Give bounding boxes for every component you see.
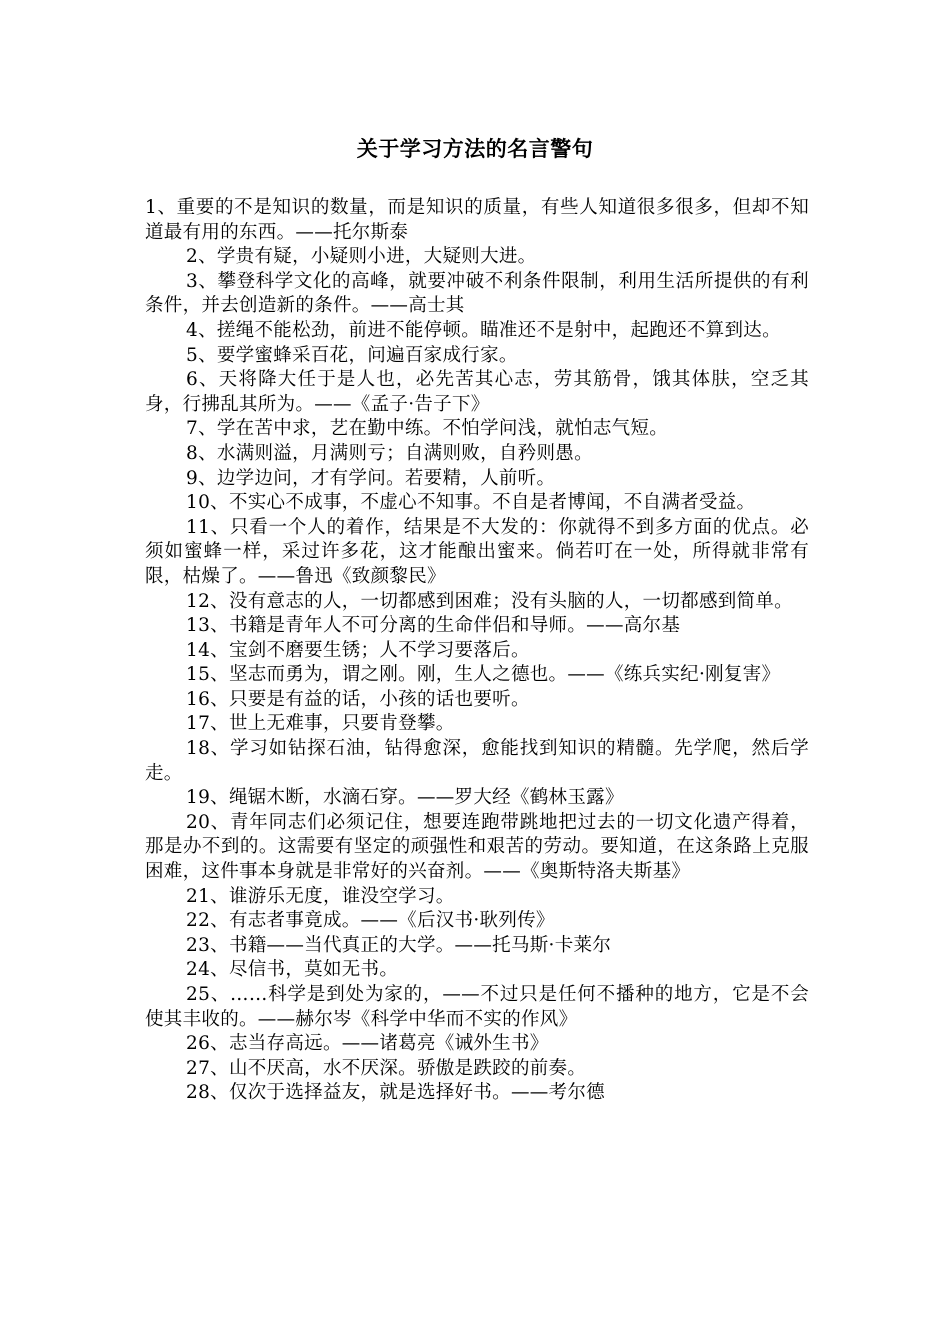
quote-paragraph: 12、没有意志的人，一切都感到困难；没有头脑的人，一切都感到简单。 [186,590,793,612]
quote-paragraph: 17、世上无难事，只要肯登攀。 [186,713,455,735]
quote-paragraph: 6、天将降大任于是人也，必先苦其心志，劳其筋骨，饿其体肤，空乏其身，行拂乱其所为。——《孟子·告子下》 [145,369,809,415]
quote-paragraph: 19、绳锯木断，水滴石穿。——罗大经《鹤林玉露》 [186,787,624,809]
quote-paragraph: 9、边学边问，才有学问。若要精，人前听。 [186,467,556,489]
quote-paragraph: 5、要学蜜蜂采百花，问遍百家成行家。 [186,344,518,366]
quote-paragraph: 27、山不厌高，水不厌深。骄傲是跌跤的前奏。 [186,1057,587,1079]
quote-paragraph: 3、攀登科学文化的高峰，就要冲破不利条件限制，利用生活所提供的有利条件，并去创造新的条件。——高士其 [145,270,809,317]
quote-paragraph: 26、志当存高远。——诸葛亮《诫外生书》 [186,1033,549,1055]
quote-paragraph: 11、只看一个人的着作，结果是不大发的：你就得不到多方面的优点。必须如蜜蜂一样，采过许多花，这才能酿出蜜来。倘若叮在一处，所得就非常有限，枯燥了。——鲁迅《致颜黎民》 [145,516,809,587]
quote-paragraph: 24、尽信书，莫如无书。 [186,959,399,981]
quote-paragraph: 10、不实心不成事，不虚心不知事。不自是者博闻，不自满者受益。 [186,492,756,514]
quote-paragraph: 28、仅次于选择益友，就是选择好书。——考尔德 [186,1082,605,1104]
quote-paragraph: 14、宝剑不磨要生锈；人不学习要落后。 [186,639,530,661]
quote-paragraph: 2、学贵有疑，小疑则小进，大疑则大进。 [186,246,537,268]
quote-paragraph: 8、水满则溢，月满则亏；自满则败，自矜则愚。 [186,442,593,464]
quote-paragraph: 21、谁游乐无度，谁没空学习。 [186,885,455,907]
quote-paragraph: 16、只要是有益的话，小孩的话也要听。 [186,688,530,710]
quote-paragraph: 25、……科学是到处为家的，——不过只是任何不播种的地方，它是不会使其丰收的。——赫尔岑《科学中华而不实的作风》 [145,984,809,1030]
quote-paragraph: 18、学习如钻探石油，钻得愈深，愈能找到知识的精髓。先学爬，然后学走。 [145,738,809,784]
document-title: 关于学习方法的名言警句 [356,136,594,161]
document-body [145,196,809,1106]
quote-paragraph: 7、学在苦中求，艺在勤中练。不怕学问浅，就怕志气短。 [186,418,669,440]
quote-paragraph: 4、搓绳不能松劲，前进不能停顿。瞄准还不是射中，起跑还不算到达。 [186,319,781,341]
quote-paragraph: 23、书籍——当代真正的大学。——托马斯·卡莱尔 [186,934,612,956]
quote-paragraph: 13、书籍是青年人不可分离的生命伴侣和导师。——高尔基 [186,615,681,637]
quote-paragraph: 1、重要的不是知识的数量，而是知识的质量，有些人知道很多很多，但却不知道最有用的东西。——托尔斯泰 [145,197,809,243]
quote-paragraph: 20、青年同志们必须记住，想要连跑带跳地把过去的一切文化遗产得着，那是办不到的。这需要有坚定的顽强性和艰苦的劳动。要知道，在这条路上克服困难，这件事本身就是非常好的兴奋剂。——《奥斯特洛夫斯基》 [145,811,809,883]
quote-paragraph: 22、有志者事竟成。——《后汉书·耿列传》 [186,910,555,932]
quote-paragraph: 15、坚志而勇为，谓之刚。刚，生人之德也。——《练兵实纪·刚复害》 [186,664,781,686]
